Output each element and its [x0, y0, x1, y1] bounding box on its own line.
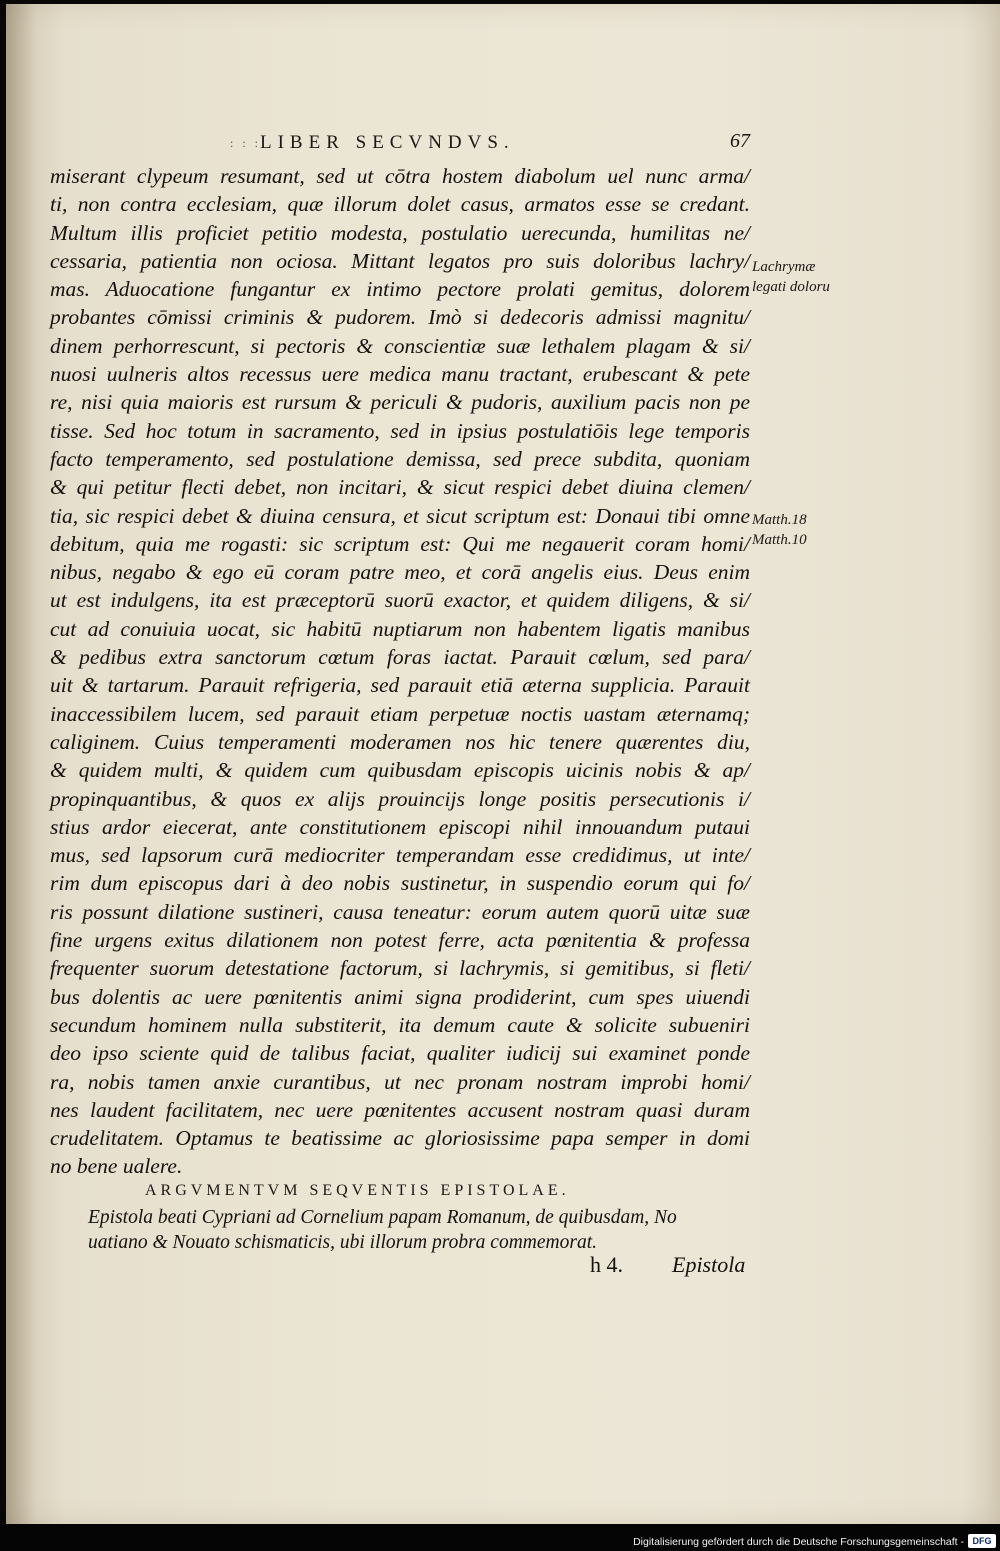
text-line: bus dolentis ac uere pœnitentis animi signa prodiderint, cum spes uiuendi	[50, 984, 750, 1009]
text-line: deo ipso sciente quid de talibus faciat, qualiter iudicij sui examinet ponde	[50, 1041, 750, 1066]
text-line: propinquantibus, & quos ex alijs prouincijs longe positis persecutionis i/	[50, 786, 750, 811]
text-line: uit & tartarum. Parauit refrigeria, sed parauit etiā æterna supplicia. Parauit	[50, 673, 750, 698]
text-line: nibus, negabo & ego eū coram patre meo, et corā angelis eius. Deus enim	[50, 560, 750, 585]
text-line: secundum hominem nulla substiterit, ita demum caute & solicite subueniri	[50, 1012, 750, 1037]
text-line: tisse. Sed hoc totum in sacramento, sed in ipsius postulatiōis lege temporis	[50, 418, 750, 443]
text-line: re, nisi quia maioris est rursum & periculi & pudoris, auxilium pacis non pe	[50, 390, 750, 415]
text-line: ris possunt dilatione sustineri, causa teneatur: eorum autem quorū uitæ suæ	[50, 899, 750, 924]
text-line: debitum, quia me rogasti: sic scriptum est: Qui me negauerit coram homi/	[50, 531, 750, 556]
text-line: & qui petitur flecti debet, non incitari, & sicut respici debet diuina clemen/	[50, 475, 750, 500]
text-line: frequenter suorum detestatione factorum, si lachrymis, si gemitibus, si fleti/	[50, 956, 750, 981]
funding-credit: Digitalisierung gefördert durch die Deutsche Forschungsgemeinschaft -	[633, 1536, 964, 1548]
marginal-note-line: legati doloru	[752, 279, 830, 295]
text-line: mus, sed lapsorum curā mediocriter temperandam esse credidimus, ut inte/	[50, 843, 750, 868]
text-line: nuosi uulneris altos recessus uere medica manu tractant, erubescant & pete	[50, 362, 750, 387]
text-line: probantes cōmissi criminis & pudorem. Imò si dedecoris admissi magnitu/	[50, 305, 750, 330]
running-title: LIBER SECVNDVS.	[260, 132, 515, 153]
marginal-note-matthew	[752, 510, 807, 550]
text-line: tia, sic respici debet & diuina censura, et sicut scriptum est: Donaui tibi omne	[50, 503, 750, 528]
text-line: nes laudent facilitatem, nec uere pœnitentes accusent nostram quasi duram	[50, 1097, 750, 1122]
text-line: caliginem. Cuius temperamenti moderamen nos hic tenere quærentes diu,	[50, 729, 750, 754]
text-line: mas. Aduocatione fungantur ex intimo pectore prolati gemitus, dolorem	[50, 277, 750, 302]
main-text-block	[50, 162, 750, 1181]
dfg-logo-icon: DFG	[968, 1534, 996, 1548]
text-line: ra, nobis tamen anxie curantibus, ut nec pronam nostram improbi homi/	[50, 1069, 750, 1094]
text-line: dinem perhorrescunt, si pectoris & conscientiæ suæ lethalem plagam & si/	[50, 333, 750, 358]
text-line: & quidem multi, & quidem cum quibusdam episcopis uicinis nobis & ap/	[50, 758, 750, 783]
argument-heading: ARGVMENTVM SEQVENTIS EPISTOLAE.	[145, 1182, 570, 1199]
text-line: cut ad conuiuia uocat, sic habitū nuptiarum non habentem ligatis manibus	[50, 616, 750, 641]
header-marks: : : :	[230, 136, 262, 150]
catchword: Epistola	[672, 1252, 746, 1277]
text-line: facto temperamento, sed postulatione demissa, sed prece subdita, quoniam	[50, 446, 750, 471]
page-gutter-shadow	[6, 4, 36, 1524]
text-line: no bene ualere.	[50, 1154, 183, 1179]
text-line: ut est indulgens, ita est præceptorū suorū exactor, et quidem diligens, & si/	[50, 588, 750, 613]
text-line: ti, non contra ecclesiam, quæ illorum dolet casus, armatos esse se credant.	[50, 192, 750, 217]
text-line: miserant clypeum resumant, sed ut cōtra hostem diabolum uel nunc arma/	[50, 164, 750, 188]
text-line: crudelitatem. Optamus te beatissime ac gloriosissime papa semper in domi	[50, 1126, 750, 1151]
text-line: Multum illis proficiet petitio modesta, postulatio uerecunda, humilitas ne/	[50, 220, 750, 245]
page-header	[230, 132, 750, 162]
marginal-note-line: Lachrymæ	[752, 259, 816, 275]
text-line: & pedibus extra sanctorum cœtum foras iactat. Parauit cœlum, sed para/	[50, 645, 750, 670]
text-line: cessaria, patientia non ociosa. Mittant legatos pro suis doloribus lachry/	[50, 248, 750, 273]
argument-line: uatiano & Nouato schismaticis, ubi illorum probra commemorat.	[88, 1232, 597, 1253]
page-number: 67	[730, 130, 750, 152]
marginal-note-lachrymae	[752, 257, 830, 297]
text-line: fine urgens exitus dilationem non potest ferre, acta pœnitentia & professa	[50, 928, 750, 953]
argument-line: Epistola beati Cypriani ad Cornelium papam Romanum, de quibusdam, No	[88, 1207, 677, 1228]
argument-text	[88, 1205, 748, 1255]
text-line: inaccessibilem lucem, sed parauit etiam perpetuæ noctis uastam æternamq;	[50, 701, 750, 726]
marginal-note-line: Matth.18	[752, 512, 807, 528]
marginal-note-line: Matth.10	[752, 532, 807, 548]
text-line: rim dum episcopus dari à deo nobis sustinetur, in suspendio eorum qui fo/	[50, 871, 750, 896]
signature-mark: h 4.	[590, 1252, 623, 1277]
text-line: stius ardor eiecerat, ante constitutionem episcopi nihil innouandum putaui	[50, 814, 750, 839]
